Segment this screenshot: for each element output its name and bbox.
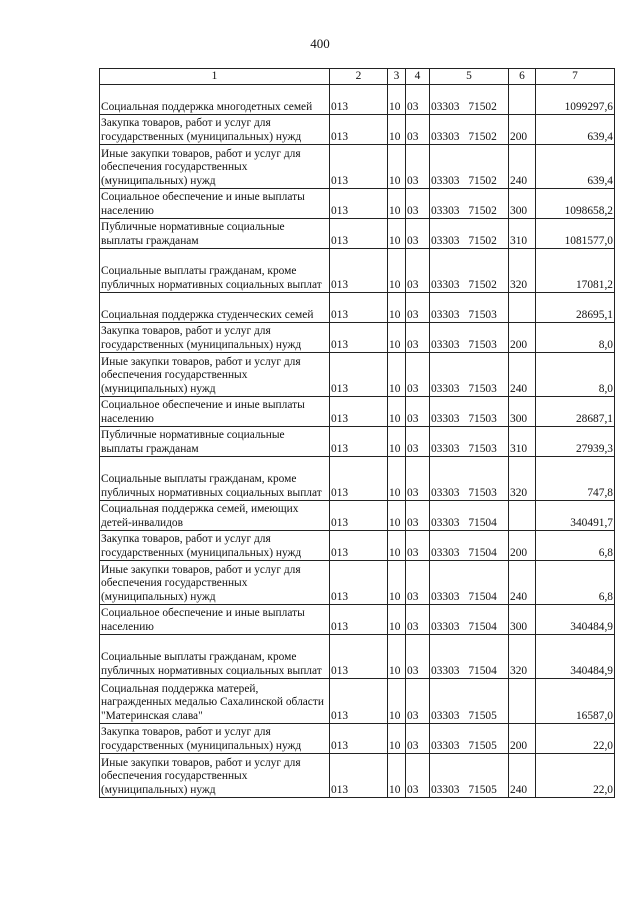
- row-csr-cell: 03303 71502: [430, 249, 509, 293]
- row-csr-cell: 03303 71502: [430, 189, 509, 219]
- row-csr-cell: 03303 71503: [430, 293, 509, 323]
- row-subsection-cell: 03: [406, 249, 430, 293]
- table-row: [100, 189, 615, 219]
- row-subsection-cell: 03: [406, 397, 430, 427]
- row-amount-cell: 639,4: [536, 115, 615, 145]
- row-name-cell: Публичные нормативные социальные выплаты гражданам: [100, 427, 330, 457]
- budget-table: [99, 68, 615, 798]
- row-subsection-cell: 03: [406, 323, 430, 353]
- row-subsection-cell: 03: [406, 427, 430, 457]
- row-vr-cell: 240: [509, 145, 536, 189]
- row-csr-cell: 03303 71505: [430, 679, 509, 724]
- row-amount-cell: 22,0: [536, 724, 615, 754]
- row-name-cell: Социальное обеспечение и иные выплаты населению: [100, 605, 330, 635]
- row-section-cell: 10: [388, 353, 406, 397]
- header-cell: 2: [330, 69, 388, 85]
- row-name-cell: Закупка товаров, работ и услуг для государственных (муниципальных) нужд: [100, 724, 330, 754]
- row-ministry-cell: 013: [330, 323, 388, 353]
- row-name-cell: Иные закупки товаров, работ и услуг для обеспечения государственных (муниципальных) нужд: [100, 561, 330, 605]
- row-ministry-cell: 013: [330, 353, 388, 397]
- row-ministry-cell: 013: [330, 427, 388, 457]
- row-csr-cell: 03303 71503: [430, 427, 509, 457]
- row-csr-cell: 03303 71505: [430, 724, 509, 754]
- row-vr-cell: 300: [509, 605, 536, 635]
- row-subsection-cell: 03: [406, 293, 430, 323]
- row-name-cell: Социальная поддержка многодетных семей: [100, 85, 330, 115]
- row-csr-cell: 03303 71504: [430, 531, 509, 561]
- row-csr-cell: 03303 71503: [430, 397, 509, 427]
- row-csr-cell: 03303 71504: [430, 635, 509, 679]
- header-row: [100, 69, 615, 85]
- row-csr-cell: 03303 71504: [430, 561, 509, 605]
- row-subsection-cell: 03: [406, 635, 430, 679]
- row-amount-cell: 17081,2: [536, 249, 615, 293]
- row-section-cell: 10: [388, 323, 406, 353]
- table-row: [100, 501, 615, 531]
- row-section-cell: 10: [388, 145, 406, 189]
- row-section-cell: 10: [388, 679, 406, 724]
- table-row: [100, 115, 615, 145]
- row-subsection-cell: 03: [406, 679, 430, 724]
- row-name-cell: Закупка товаров, работ и услуг для государственных (муниципальных) нужд: [100, 323, 330, 353]
- row-name-cell: Социальная поддержка студенческих семей: [100, 293, 330, 323]
- row-section-cell: 10: [388, 605, 406, 635]
- row-csr-cell: 03303 71503: [430, 353, 509, 397]
- table-row: [100, 427, 615, 457]
- row-ministry-cell: 013: [330, 754, 388, 798]
- row-amount-cell: 1081577,0: [536, 219, 615, 249]
- row-name-cell: Иные закупки товаров, работ и услуг для обеспечения государственных (муниципальных) нужд: [100, 353, 330, 397]
- row-subsection-cell: 03: [406, 115, 430, 145]
- row-section-cell: 10: [388, 189, 406, 219]
- row-ministry-cell: 013: [330, 219, 388, 249]
- header-cell: 4: [406, 69, 430, 85]
- row-name-cell: Социальное обеспечение и иные выплаты населению: [100, 189, 330, 219]
- row-section-cell: 10: [388, 293, 406, 323]
- row-subsection-cell: 03: [406, 189, 430, 219]
- row-subsection-cell: 03: [406, 353, 430, 397]
- row-amount-cell: 16587,0: [536, 679, 615, 724]
- row-ministry-cell: 013: [330, 115, 388, 145]
- row-amount-cell: 6,8: [536, 531, 615, 561]
- row-vr-cell: 310: [509, 427, 536, 457]
- row-name-cell: Публичные нормативные социальные выплаты гражданам: [100, 219, 330, 249]
- row-subsection-cell: 03: [406, 219, 430, 249]
- row-section-cell: 10: [388, 397, 406, 427]
- row-amount-cell: 27939,3: [536, 427, 615, 457]
- row-section-cell: 10: [388, 457, 406, 501]
- row-vr-cell: 320: [509, 635, 536, 679]
- table-row: [100, 293, 615, 323]
- table-body: [100, 85, 615, 798]
- row-ministry-cell: 013: [330, 397, 388, 427]
- row-name-cell: Иные закупки товаров, работ и услуг для обеспечения государственных (муниципальных) нужд: [100, 145, 330, 189]
- row-section-cell: 10: [388, 427, 406, 457]
- table-row: [100, 145, 615, 189]
- row-csr-cell: 03303 71502: [430, 85, 509, 115]
- row-amount-cell: 747,8: [536, 457, 615, 501]
- row-amount-cell: 340491,7: [536, 501, 615, 531]
- row-section-cell: 10: [388, 219, 406, 249]
- row-amount-cell: 8,0: [536, 323, 615, 353]
- table-row: [100, 724, 615, 754]
- row-name-cell: Закупка товаров, работ и услуг для государственных (муниципальных) нужд: [100, 531, 330, 561]
- row-subsection-cell: 03: [406, 605, 430, 635]
- table-row: [100, 323, 615, 353]
- table-row: [100, 85, 615, 115]
- row-amount-cell: 340484,9: [536, 635, 615, 679]
- row-ministry-cell: 013: [330, 605, 388, 635]
- row-section-cell: 10: [388, 115, 406, 145]
- row-amount-cell: 22,0: [536, 754, 615, 798]
- row-csr-cell: 03303 71504: [430, 605, 509, 635]
- row-section-cell: 10: [388, 531, 406, 561]
- header-cell: 1: [100, 69, 330, 85]
- table-row: [100, 397, 615, 427]
- table-row: [100, 531, 615, 561]
- row-ministry-cell: 013: [330, 724, 388, 754]
- table-row: [100, 754, 615, 798]
- row-csr-cell: 03303 71502: [430, 219, 509, 249]
- row-vr-cell: [509, 501, 536, 531]
- row-vr-cell: 310: [509, 219, 536, 249]
- table-row: [100, 219, 615, 249]
- row-section-cell: 10: [388, 85, 406, 115]
- row-vr-cell: 240: [509, 353, 536, 397]
- row-section-cell: 10: [388, 724, 406, 754]
- row-name-cell: Социальная поддержка матерей, награжденных медалью Сахалинской области "Материнская слава": [100, 679, 330, 724]
- row-ministry-cell: 013: [330, 85, 388, 115]
- row-section-cell: 10: [388, 249, 406, 293]
- row-csr-cell: 03303 71505: [430, 754, 509, 798]
- row-amount-cell: 639,4: [536, 145, 615, 189]
- row-amount-cell: 1099297,6: [536, 85, 615, 115]
- row-subsection-cell: 03: [406, 561, 430, 605]
- row-amount-cell: 340484,9: [536, 605, 615, 635]
- row-ministry-cell: 013: [330, 145, 388, 189]
- row-ministry-cell: 013: [330, 501, 388, 531]
- row-section-cell: 10: [388, 501, 406, 531]
- row-ministry-cell: 013: [330, 457, 388, 501]
- row-name-cell: Социальные выплаты гражданам, кроме публичных нормативных социальных выплат: [100, 457, 330, 501]
- row-subsection-cell: 03: [406, 145, 430, 189]
- table-row: [100, 353, 615, 397]
- row-name-cell: Иные закупки товаров, работ и услуг для обеспечения государственных (муниципальных) нужд: [100, 754, 330, 798]
- row-name-cell: Социальная поддержка семей, имеющих детей-инвалидов: [100, 501, 330, 531]
- row-ministry-cell: 013: [330, 189, 388, 219]
- row-subsection-cell: 03: [406, 754, 430, 798]
- header-cell: 6: [509, 69, 536, 85]
- row-amount-cell: 1098658,2: [536, 189, 615, 219]
- table-row: [100, 561, 615, 605]
- row-ministry-cell: 013: [330, 531, 388, 561]
- row-vr-cell: 320: [509, 457, 536, 501]
- table-row: [100, 457, 615, 501]
- row-vr-cell: 200: [509, 531, 536, 561]
- row-csr-cell: 03303 71504: [430, 501, 509, 531]
- row-vr-cell: 240: [509, 754, 536, 798]
- row-section-cell: 10: [388, 561, 406, 605]
- row-csr-cell: 03303 71503: [430, 457, 509, 501]
- row-subsection-cell: 03: [406, 85, 430, 115]
- row-vr-cell: [509, 679, 536, 724]
- table-row: [100, 679, 615, 724]
- row-vr-cell: 300: [509, 189, 536, 219]
- row-ministry-cell: 013: [330, 635, 388, 679]
- row-subsection-cell: 03: [406, 501, 430, 531]
- table-row: [100, 249, 615, 293]
- row-name-cell: Социальные выплаты гражданам, кроме публичных нормативных социальных выплат: [100, 249, 330, 293]
- header-cell: 3: [388, 69, 406, 85]
- row-vr-cell: 300: [509, 397, 536, 427]
- row-csr-cell: 03303 71502: [430, 115, 509, 145]
- row-name-cell: Закупка товаров, работ и услуг для государственных (муниципальных) нужд: [100, 115, 330, 145]
- row-section-cell: 10: [388, 635, 406, 679]
- row-ministry-cell: 013: [330, 249, 388, 293]
- row-ministry-cell: 013: [330, 561, 388, 605]
- row-amount-cell: 6,8: [536, 561, 615, 605]
- page-number: 400: [310, 36, 330, 51]
- row-vr-cell: 240: [509, 561, 536, 605]
- row-section-cell: 10: [388, 754, 406, 798]
- row-subsection-cell: 03: [406, 457, 430, 501]
- row-amount-cell: 28695,1: [536, 293, 615, 323]
- row-subsection-cell: 03: [406, 531, 430, 561]
- row-vr-cell: [509, 293, 536, 323]
- header-cell: 5: [430, 69, 509, 85]
- table-row: [100, 605, 615, 635]
- row-ministry-cell: 013: [330, 293, 388, 323]
- row-amount-cell: 8,0: [536, 353, 615, 397]
- row-amount-cell: 28687,1: [536, 397, 615, 427]
- row-subsection-cell: 03: [406, 724, 430, 754]
- row-vr-cell: 320: [509, 249, 536, 293]
- table-row: [100, 635, 615, 679]
- row-name-cell: Социальные выплаты гражданам, кроме публичных нормативных социальных выплат: [100, 635, 330, 679]
- row-vr-cell: 200: [509, 115, 536, 145]
- row-csr-cell: 03303 71502: [430, 145, 509, 189]
- row-vr-cell: 200: [509, 724, 536, 754]
- row-csr-cell: 03303 71503: [430, 323, 509, 353]
- header-cell: 7: [536, 69, 615, 85]
- row-vr-cell: [509, 85, 536, 115]
- row-ministry-cell: 013: [330, 679, 388, 724]
- row-vr-cell: 200: [509, 323, 536, 353]
- row-name-cell: Социальное обеспечение и иные выплаты населению: [100, 397, 330, 427]
